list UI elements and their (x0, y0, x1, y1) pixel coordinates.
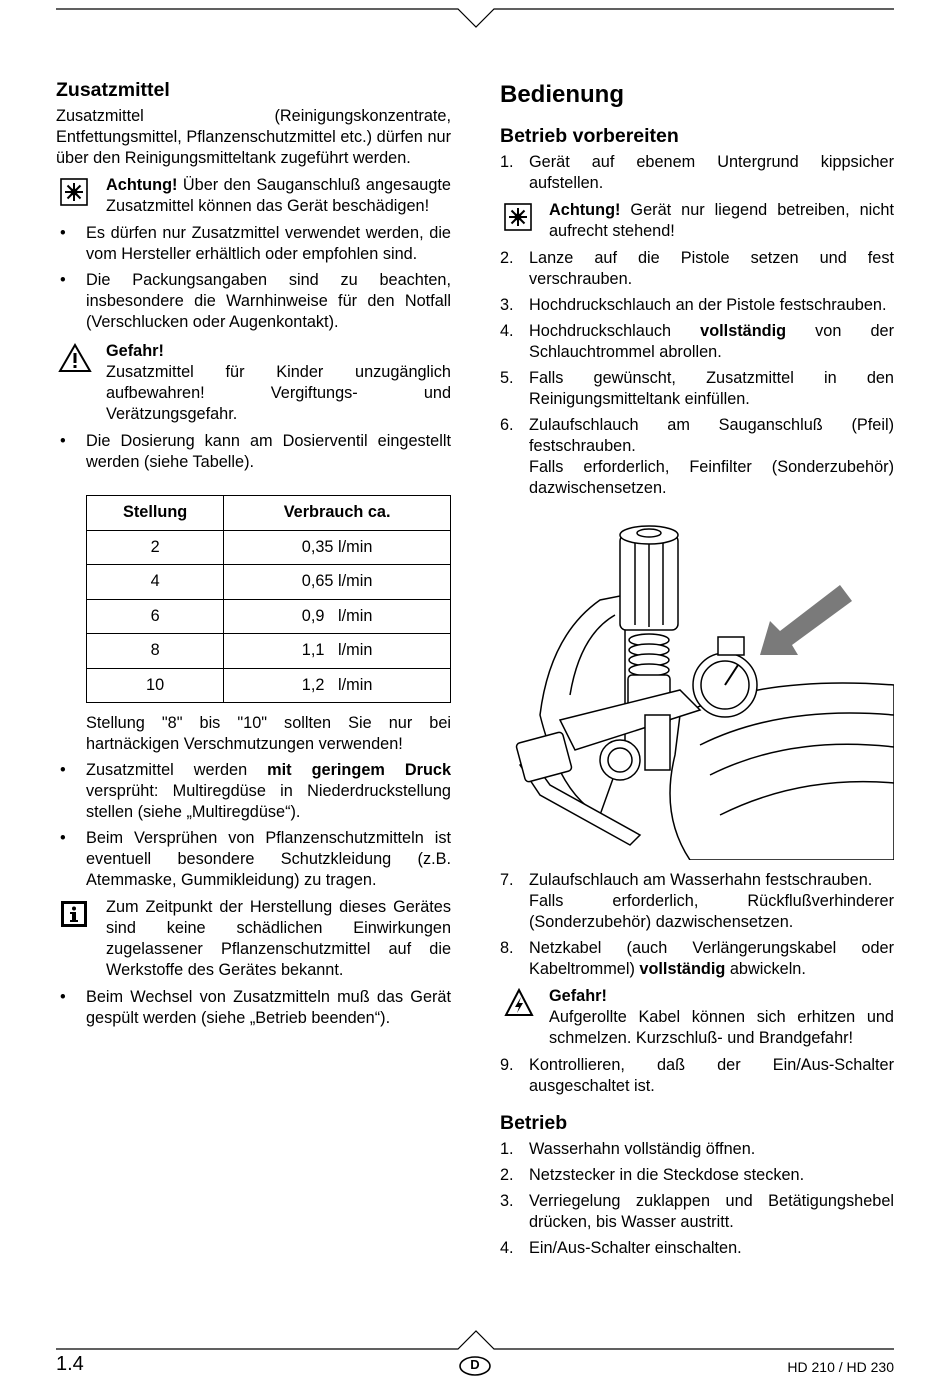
step-number: 3. (500, 296, 514, 314)
step-number: 8. (500, 939, 514, 957)
table-row (87, 668, 451, 703)
page-title: Bedienung (500, 81, 624, 108)
danger-title: Gefahr! (549, 987, 607, 1005)
caution-label: Achtung! (106, 176, 178, 194)
list-item (500, 152, 894, 194)
model-name: HD 210 / HD 230 (787, 1359, 894, 1375)
step-number: 4. (500, 322, 514, 340)
section-heading-zusatzmittel: Zusatzmittel (56, 79, 170, 101)
info-icon (60, 900, 88, 928)
operation-steps (500, 1139, 894, 1259)
step4-pre: Hochdruckschlauch (529, 322, 701, 340)
pressure-washer-drawing (500, 515, 894, 860)
table-cell: 10 (87, 668, 224, 703)
page-number: 1.4 (56, 1353, 84, 1375)
list-item (500, 1139, 894, 1160)
bullet-list-1 (56, 223, 451, 333)
bullet4-post: versprüht: Multiregdüse in Niederdruckstellung stellen (siehe „Multiregdüse“). (86, 782, 451, 821)
table-cell: 8 (87, 634, 224, 669)
step-number: 9. (500, 1056, 514, 1074)
step-text: Falls gewünscht, Zusatzmittel in den Reinigungsmitteltank einfüllen. (529, 369, 894, 408)
list-item: • Die Packungsangaben sind zu beachten, insbesondere die Warnhinweise für den Notfall (Verschlucken oder Augenkontakt). (56, 270, 451, 333)
info-note (56, 897, 451, 981)
header-rule (0, 0, 950, 40)
table-cell: 2 (87, 530, 224, 565)
list-item (500, 1055, 894, 1097)
caution-icon (60, 178, 88, 206)
list-item (500, 1238, 894, 1259)
list-item (500, 415, 894, 499)
bullet-list-3 (56, 760, 451, 891)
danger-title: Gefahr! (106, 342, 164, 360)
table-header-position: Stellung (87, 496, 224, 531)
left-column (56, 78, 451, 1034)
list-item (500, 938, 894, 980)
prepare-steps-4 (500, 1055, 894, 1097)
step-text: Wasserhahn vollständig öffnen. (529, 1140, 756, 1158)
list-item (56, 760, 451, 823)
caution-note-right (500, 200, 894, 242)
bullet-list-4 (56, 987, 451, 1029)
step4-post: von der Schlauchtrommel abrollen. (529, 322, 894, 361)
step8-pre: Netzkabel (auch Verlängerungskabel oder Kabeltrommel) (529, 939, 894, 978)
caution-note (56, 175, 451, 217)
step-number: 4. (500, 1239, 514, 1257)
list-item: • Die Dosierung kann am Dosierventil eingestellt werden (siehe Tabelle). (56, 431, 451, 473)
list-item (500, 870, 894, 933)
device-illustration (500, 515, 894, 860)
list-item: • Beim Wechsel von Zusatzmitteln muß das Gerät gespült werden (siehe „Betrieb beenden“). (56, 987, 451, 1029)
table-cell: 0,35 l/min (224, 530, 451, 565)
table-cell: 4 (87, 565, 224, 600)
step-number: 7. (500, 871, 514, 889)
table-row (87, 565, 451, 600)
danger-note-right (500, 986, 894, 1049)
bullet4-pre: Zusatzmittel werden (86, 761, 268, 779)
list-item: • Es dürfen nur Zusatzmittel verwendet werden, die vom Hersteller erhältlich oder empfohlen sind. (56, 223, 451, 265)
step-text: Kontrollieren, daß der Ein/Aus-Schalter ausgeschaltet ist. (529, 1056, 894, 1095)
step-number: 5. (500, 369, 514, 387)
step-text: Zulaufschlauch am Wasserhahn festschrauben. (529, 871, 873, 889)
step-number: 2. (500, 1166, 514, 1184)
list-item (500, 248, 894, 290)
list-item (500, 368, 894, 410)
caution-icon (504, 203, 532, 231)
step-text: Gerät auf ebenem Untergrund kippsicher aufstellen. (529, 153, 894, 192)
table-header-consumption: Verbrauch ca. (224, 496, 451, 531)
bullet-list-2 (56, 431, 451, 473)
table-row (87, 599, 451, 634)
table-note: Stellung "8" bis "10" sollten Sie nur bei hartnäckigen Verschmutzungen verwenden! (86, 714, 451, 753)
dosage-table (86, 495, 451, 703)
step-number: 6. (500, 416, 514, 434)
prepare-steps (500, 152, 894, 194)
caution-label: Achtung! (549, 201, 621, 219)
language-badge (459, 1356, 491, 1376)
step-number: 1. (500, 1140, 514, 1158)
caution-text: Über den Sauganschluß angesaugte Zusatzmittel können das Gerät beschädigen! (106, 176, 451, 215)
list-item (500, 321, 894, 363)
step-text: Ein/Aus-Schalter einschalten. (529, 1239, 742, 1257)
intro-paragraph: Zusatzmittel (Reinigungskonzentrate, Entfettungsmittel, Pflanzenschutzmittel etc.) dürfen nur über den Reinigungsmitteltank zugeführt werden. (56, 107, 451, 167)
subheading-operation: Betrieb (500, 1112, 568, 1134)
step-text: Lanze auf die Pistole setzen und fest verschrauben. (529, 249, 894, 288)
subheading-prepare: Betrieb vorbereiten (500, 125, 679, 147)
info-text: Zum Zeitpunkt der Herstellung dieses Gerätes sind keine schädlichen Einwirkungen zugelassener Pflanzenschutzmittel auf die Werkstoffe des Gerätes bekannt. (106, 898, 451, 979)
table-row (87, 634, 451, 669)
arrow-indicator (760, 585, 852, 655)
step-text: Hochdruckschlauch an der Pistole festschrauben. (529, 296, 887, 314)
table-cell: 0,65 l/min (224, 565, 451, 600)
step-text: Falls erforderlich, Rückflußverhinderer (Sonderzubehör) dazwischensetzen. (529, 892, 894, 931)
list-item (500, 1165, 894, 1186)
danger-note (56, 341, 451, 425)
step-text: Netzstecker in die Steckdose stecken. (529, 1166, 805, 1184)
bullet4-bold: mit geringem Druck (267, 761, 451, 779)
footer-rule (0, 1330, 950, 1352)
table-cell: 0,9 l/min (224, 599, 451, 634)
table-cell: 1,2 l/min (224, 668, 451, 703)
danger-text: Zusatzmittel für Kinder unzugänglich aufbewahren! Vergiftungs- und Verätzungsgefahr. (106, 363, 451, 423)
language-code: D (470, 1357, 480, 1372)
table-row (87, 530, 451, 565)
caution-text: Gerät nur liegend betreiben, nicht aufrecht stehend! (549, 201, 894, 240)
list-item (500, 295, 894, 316)
danger-text: Aufgerollte Kabel können sich erhitzen und schmelzen. Kurzschluß- und Brandgefahr! (549, 1008, 894, 1047)
table-cell: 6 (87, 599, 224, 634)
right-column (500, 80, 894, 1264)
step-number: 3. (500, 1192, 514, 1210)
prepare-steps-2 (500, 248, 894, 499)
step-number: 2. (500, 249, 514, 267)
step-text: Zulaufschlauch am Sauganschluß (Pfeil) festschrauben. (529, 416, 894, 455)
warning-triangle-icon (58, 343, 92, 373)
step8-post: abwickeln. (725, 960, 806, 978)
step-text: Verriegelung zuklappen und Betätigungshebel drücken, bis Wasser austritt. (529, 1192, 894, 1231)
prepare-steps-3 (500, 870, 894, 980)
list-item (500, 1191, 894, 1233)
step-number: 1. (500, 153, 514, 171)
electric-hazard-icon (504, 988, 534, 1018)
step-text: Falls erforderlich, Feinfilter (Sonderzubehör) dazwischensetzen. (529, 458, 894, 497)
step4-bold: vollständig (700, 322, 787, 340)
list-item: • Beim Versprühen von Pflanzenschutzmitteln ist eventuell besondere Schutzkleidung (z.B. Atemmaske, Gummikleidung) zu tragen. (56, 828, 451, 891)
step8-bold: vollständig (639, 960, 726, 978)
table-cell: 1,1 l/min (224, 634, 451, 669)
